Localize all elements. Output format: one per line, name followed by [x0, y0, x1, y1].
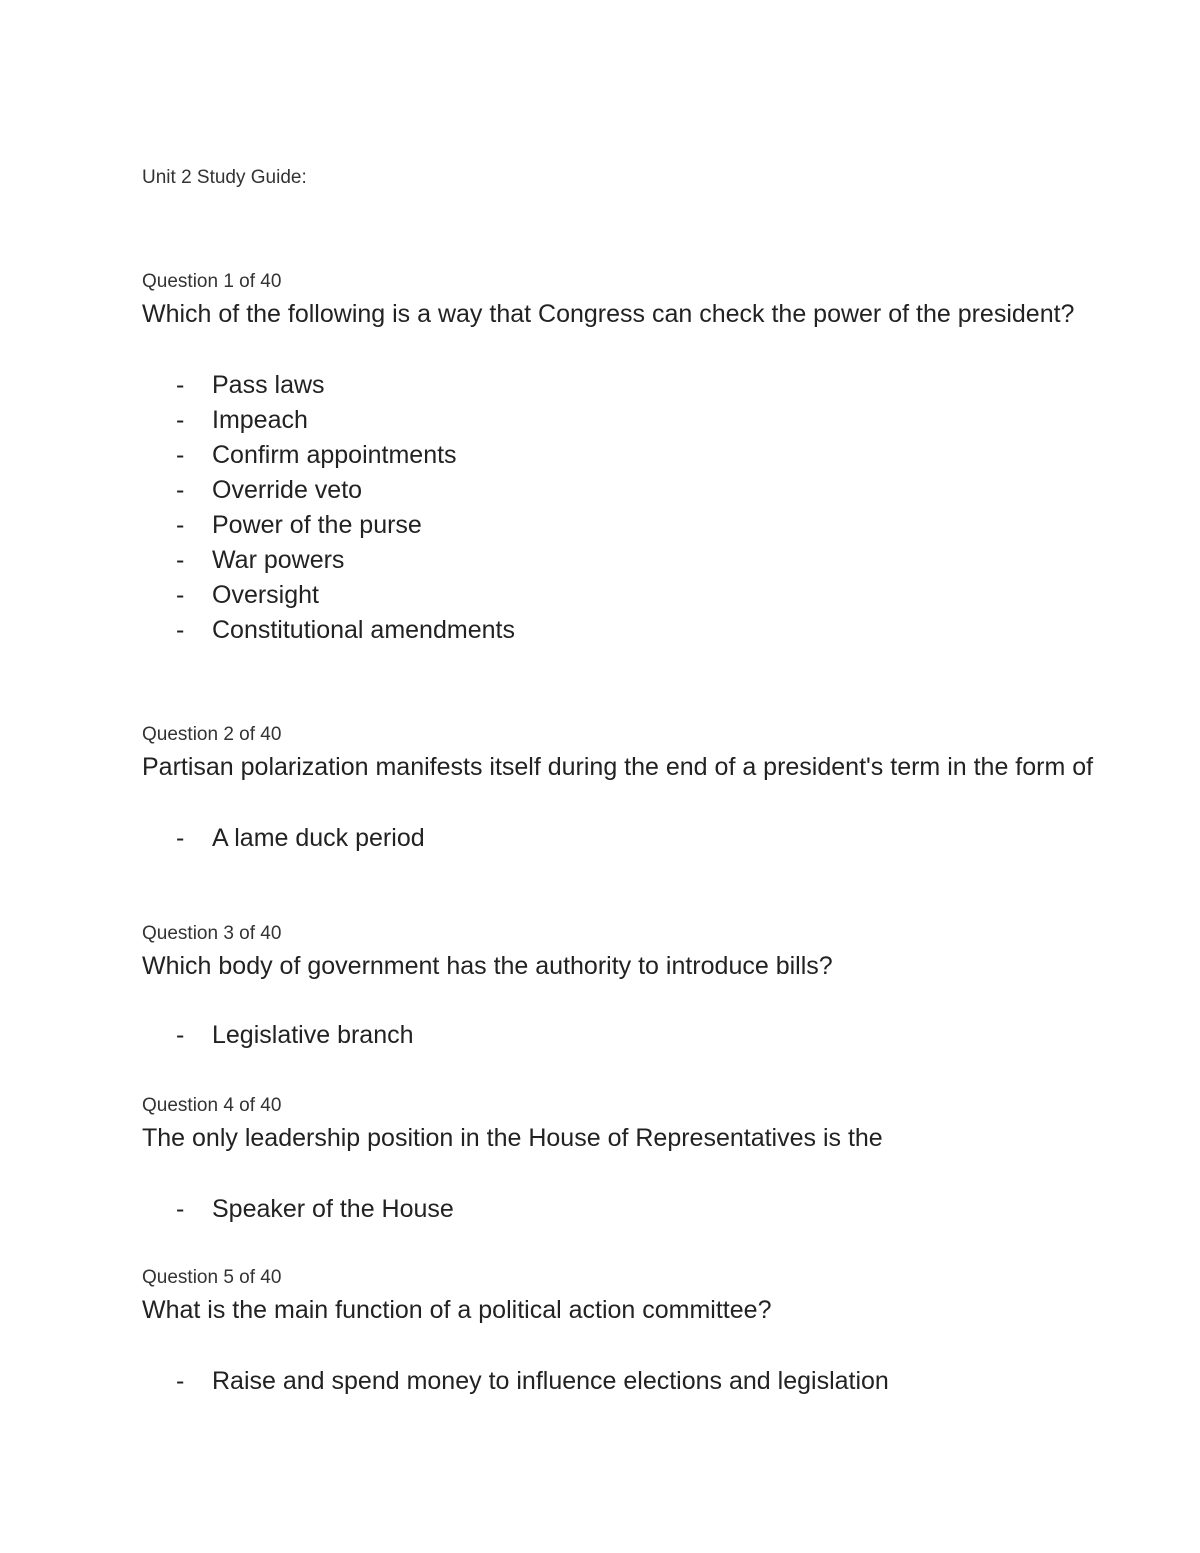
question-2	[142, 723, 1102, 856]
dash-bullet: -	[176, 476, 185, 504]
answer-list	[142, 1018, 1102, 1053]
dash-bullet: -	[176, 581, 185, 609]
question-text: What is the main function of a political action committee?	[142, 1296, 772, 1324]
question-1	[142, 270, 1102, 648]
answer-item	[142, 438, 1102, 473]
answer-text: Oversight	[212, 581, 319, 609]
question-number: Question 1 of 40	[142, 271, 282, 292]
answer-item	[142, 473, 1102, 508]
question-3	[142, 922, 1102, 1053]
question-number: Question 5 of 40	[142, 1267, 282, 1288]
dash-bullet: -	[176, 371, 185, 399]
question-number: Question 3 of 40	[142, 923, 282, 944]
question-text: Partisan polarization manifests itself during the end of a president's term in the form of	[142, 753, 1094, 781]
answer-text: A lame duck period	[212, 824, 425, 852]
answer-text: War powers	[212, 546, 345, 574]
dash-bullet: -	[176, 1021, 185, 1049]
answer-text: Override veto	[212, 476, 363, 504]
dash-bullet: -	[176, 616, 185, 644]
answer-item	[142, 508, 1102, 543]
answer-list	[142, 821, 1102, 856]
answer-text: Impeach	[212, 406, 308, 434]
answer-text: Confirm appointments	[212, 441, 457, 469]
question-text: Which of the following is a way that Congress can check the power of the president?	[142, 300, 1075, 328]
answer-item	[142, 1192, 1102, 1227]
answer-list	[142, 368, 1102, 648]
dash-bullet: -	[176, 1367, 185, 1395]
answer-text: Legislative branch	[212, 1021, 414, 1049]
answer-item	[142, 543, 1102, 578]
document-title: Unit 2 Study Guide:	[142, 167, 307, 188]
answer-text: Pass laws	[212, 371, 325, 399]
question-text: Which body of government has the authority to introduce bills?	[142, 952, 833, 980]
answer-list	[142, 1192, 1102, 1227]
answer-item	[142, 613, 1102, 648]
answer-item	[142, 578, 1102, 613]
dash-bullet: -	[176, 546, 185, 574]
answer-text: Power of the purse	[212, 511, 422, 539]
dash-bullet: -	[176, 1195, 185, 1223]
question-number: Question 4 of 40	[142, 1095, 282, 1116]
answer-item	[142, 403, 1102, 438]
dash-bullet: -	[176, 511, 185, 539]
answer-item	[142, 368, 1102, 403]
answer-text: Raise and spend money to influence elections and legislation	[212, 1367, 889, 1395]
answer-list	[142, 1364, 1102, 1399]
question-4	[142, 1094, 1102, 1227]
answer-text: Speaker of the House	[212, 1195, 454, 1223]
question-text: The only leadership position in the House of Representatives is the	[142, 1124, 883, 1152]
answer-item	[142, 1364, 1102, 1399]
answer-item	[142, 821, 1102, 856]
answer-item	[142, 1018, 1102, 1053]
dash-bullet: -	[176, 441, 185, 469]
dash-bullet: -	[176, 406, 185, 434]
question-number: Question 2 of 40	[142, 724, 282, 745]
answer-text: Constitutional amendments	[212, 616, 515, 644]
dash-bullet: -	[176, 824, 185, 852]
question-5	[142, 1266, 1102, 1399]
